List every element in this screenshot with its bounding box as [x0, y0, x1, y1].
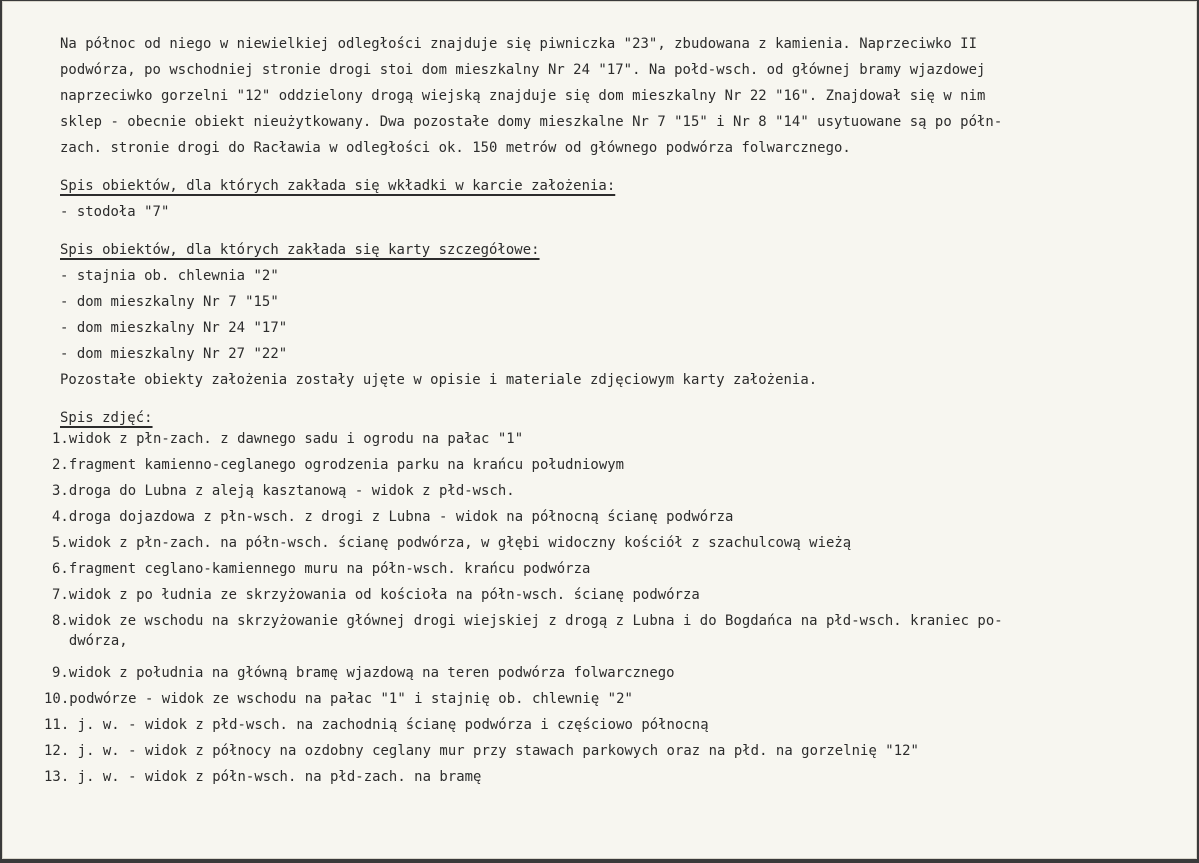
list-item: - dom mieszkalny Nr 27 "22": [60, 346, 288, 362]
photo-list: [44, 429, 1187, 785]
paragraph-line: podwórza, po wschodniej stronie drogi stoi dom mieszkalny Nr 24 "17". Na połd-wsch. od głównej bramy wjazdowej: [60, 62, 986, 78]
section-heading-insert-cards: Spis obiektów, dla których zakłada się wkładki w karcie założenia:: [60, 178, 616, 194]
photo-item: 5.widok z płn-zach. na półn-wsch. ścianę podwórza, w głębi widoczny kościół z szachulcową wieżą: [52, 535, 852, 551]
paragraph-line: sklep - obecnie obiekt nieużytkowany. Dwa pozostałe domy mieszkalne Nr 7 "15" i Nr 8 "14" usytuowane są po półn-: [60, 114, 1003, 130]
section-heading-photos: Spis zdjęć:: [60, 410, 153, 426]
list-item: - stodoła "7": [60, 204, 170, 220]
list-item: - dom mieszkalny Nr 24 "17": [60, 320, 288, 336]
list-item: - stajnia ob. chlewnia "2": [60, 268, 279, 284]
photo-item: 12. j. w. - widok z północy na ozdobny ceglany mur przy stawach parkowych oraz na płd. na gorzelnię "12": [44, 743, 919, 759]
photo-item: 13. j. w. - widok z półn-wsch. na płd-zach. na bramę: [44, 769, 482, 785]
photo-item: 4.droga dojazdowa z płn-wsch. z drogi z Lubna - widok na północną ścianę podwórza: [52, 509, 734, 525]
photo-item: 8.widok ze wschodu na skrzyżowanie głównej drogi wiejskiej z drogą z Lubna i do Bogdańca na płd-wsch. kraniec po-: [52, 613, 1003, 629]
photo-item: 11. j. w. - widok z płd-wsch. na zachodnią ścianę podwórza i częściowo północną: [44, 717, 709, 733]
photo-item: 7.widok z po łudnia ze skrzyżowania od kościoła na półn-wsch. ścianę podwórza: [52, 587, 700, 603]
list-item: - dom mieszkalny Nr 7 "15": [60, 294, 279, 310]
photo-item: 10.podwórze - widok ze wschodu na pałac "1" i stajnię ob. chlewnię "2": [44, 691, 633, 707]
photo-item: 3.droga do Lubna z aleją kasztanową - widok z płd-wsch.: [52, 483, 515, 499]
paragraph-line: zach. stronie drogi do Racławia w odległości ok. 150 metrów od głównego podwórza folwarcznego.: [60, 140, 851, 156]
section-heading-detail-cards: Spis obiektów, dla których zakłada się karty szczegółowe:: [60, 242, 540, 258]
typewritten-text: [60, 34, 1195, 426]
paragraph-line: naprzeciwko gorzelni "12" oddzielony drogą wiejską znajduje się dom mieszkalny Nr 22 "16". Znajdował się w nim: [60, 88, 986, 104]
photo-item: 9.widok z południa na główną bramę wjazdową na teren podwórza folwarcznego: [52, 665, 675, 681]
paragraph-line: Na północ od niego w niewielkiej odległości znajduje się piwniczka "23", zbudowana z kamienia. Naprzeciwko II: [60, 36, 978, 52]
document-page: [2, 1, 1197, 859]
photo-item: 6.fragment ceglano-kamiennego muru na półn-wsch. krańcu podwórza: [52, 561, 591, 577]
photo-item: 2.fragment kamienno-ceglanego ogrodzenia parku na krańcu południowym: [52, 457, 625, 473]
photo-item-continuation: dwórza,: [52, 633, 128, 649]
photo-item: 1.widok z płn-zach. z dawnego sadu i ogrodu na pałac "1": [52, 431, 524, 447]
section-note: Pozostałe obiekty założenia zostały ujęte w opisie i materiale zdjęciowym karty założenia.: [60, 372, 818, 388]
